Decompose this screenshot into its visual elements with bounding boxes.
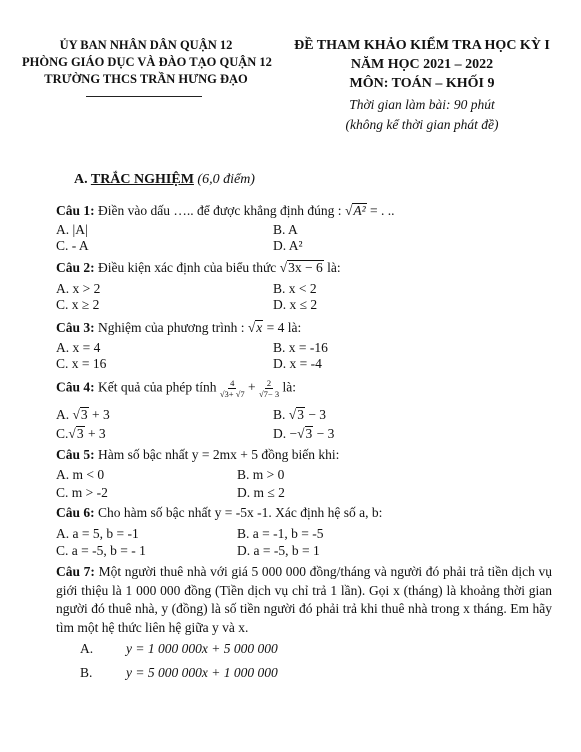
- q7-option-a-label: A.: [80, 641, 94, 656]
- header-right-line-3: MÔN: TOÁN – KHỐI 9: [349, 76, 495, 91]
- question-3-tail: = 4 là:: [263, 320, 302, 335]
- fraction-1-denominator: √3+ √7: [219, 389, 245, 399]
- question-5: [56, 447, 339, 463]
- question-5-text: Hàm số bậc nhất y = 2mx + 5 đồng biến khi:: [98, 447, 340, 462]
- fraction-1-numerator: 4: [230, 378, 235, 388]
- header-left-divider: [86, 96, 202, 97]
- question-2-tail: là:: [323, 260, 341, 275]
- question-7-label: Câu 7:: [56, 564, 95, 579]
- q1-option-a: A. |A|: [56, 222, 88, 237]
- q5-option-a: A. m < 0: [56, 467, 105, 482]
- q1-option-b: B. A: [273, 222, 298, 237]
- exam-duration-note: (không kể thời gian phát đề): [345, 117, 499, 132]
- q7-option-b: y = 5 000 000x + 1 000 000: [126, 665, 278, 680]
- question-3-label: Câu 3:: [56, 320, 95, 335]
- q4-option-c: C.√3 + 3: [56, 426, 106, 441]
- fraction-2-denominator: √7− 3: [258, 389, 280, 399]
- q6-option-a: A. a = 5, b = -1: [56, 526, 139, 541]
- q3-option-a: A. x = 4: [56, 340, 101, 355]
- question-7: [56, 563, 552, 637]
- section-prefix: A.: [74, 172, 91, 187]
- q4-option-b: B. √3 − 3: [273, 407, 327, 422]
- question-4-tail: là:: [282, 379, 296, 395]
- section-name: TRẮC NGHIỆM: [90, 172, 194, 187]
- q2-option-b: B. x < 2: [273, 281, 317, 296]
- question-7-text: Một người thuê nhà với giá 5 000 000 đồng/tháng và người đó phải trả tiền dịch vụ giới thiệu là 1 000 000 đồng (Tiền dịch vụ chỉ trả 1 lần). Gọi x (tháng) là khoảng thời gian người đó thuê nhà, y (đồng) là số tiền người đó phải trả khi thuê nhà trong x tháng. Em hãy tìm một hệ thức liên hệ giữa y và x.: [56, 564, 552, 635]
- exam-duration: Thời gian làm bài: 90 phút: [349, 97, 495, 112]
- header-left-line-1: ỦY BAN NHÂN DÂN QUẬN 12: [59, 38, 233, 52]
- question-4-fraction-2: [259, 378, 279, 399]
- q3-option-d: D. x = -4: [273, 356, 322, 371]
- section-points: (6,0 điểm): [197, 172, 255, 187]
- question-2-radicand: 3x − 6: [288, 260, 323, 275]
- question-1-radicand: A²: [353, 203, 366, 218]
- question-1-text: Điền vào dấu ….. để được khẳng định đúng :: [98, 203, 342, 218]
- question-2-label: Câu 2:: [56, 260, 95, 275]
- question-4-fraction-1: [220, 378, 245, 399]
- question-6: [56, 505, 382, 521]
- question-4-label: Câu 4:: [56, 379, 95, 395]
- q5-option-c: C. m > -2: [56, 485, 108, 500]
- q5-option-d: D. m ≤ 2: [237, 485, 285, 500]
- header-left-line-3: TRƯỜNG THCS TRẦN HƯNG ĐẠO: [44, 72, 248, 86]
- question-4-text: Kết quả của phép tính: [98, 379, 217, 395]
- q7-option-b-label: B.: [80, 665, 93, 680]
- q6-option-d: D. a = -5, b = 1: [237, 543, 320, 558]
- question-2-text: Điều kiện xác định của biểu thức: [98, 260, 277, 275]
- header-right-line-2: NĂM HỌC 2021 – 2022: [350, 57, 494, 72]
- header-right-line-1: ĐỀ THAM KHẢO KIỂM TRA HỌC KỲ I: [294, 38, 550, 53]
- q7-option-a: y = 1 000 000x + 5 000 000: [126, 641, 278, 656]
- question-3: Câu 3: Nghiệm của phương trình : √x = 4 là:: [56, 320, 302, 335]
- q3-option-b: B. x = -16: [273, 340, 328, 355]
- question-5-label: Câu 5:: [56, 447, 95, 462]
- q6-option-b: B. a = -1, b = -5: [237, 526, 324, 541]
- q2-option-d: D. x ≤ 2: [273, 297, 318, 312]
- question-1-label: Câu 1:: [56, 203, 95, 218]
- question-4-plus: +: [247, 379, 256, 395]
- question-1: Câu 1: Điền vào dấu ….. để được khẳng định đúng : √A² = . ..: [56, 203, 395, 218]
- q4-option-a: A. √3 + 3: [56, 407, 110, 422]
- section-title: [74, 172, 255, 188]
- question-3-radicand: x: [256, 320, 263, 335]
- q6-option-c: C. a = -5, b = - 1: [56, 543, 146, 558]
- question-3-text: Nghiệm của phương trình :: [98, 320, 245, 335]
- question-2: Câu 2: Điều kiện xác định của biểu thức √3x − 6 là:: [56, 260, 341, 275]
- question-6-text: Cho hàm số bậc nhất y = -5x -1. Xác định hệ số a, b:: [98, 505, 383, 520]
- question-4: [56, 378, 296, 399]
- q4-option-d: D. −√3 − 3: [273, 426, 335, 441]
- q3-option-c: C. x = 16: [56, 356, 107, 371]
- q2-option-a: A. x > 2: [56, 281, 101, 296]
- question-6-label: Câu 6:: [56, 505, 95, 520]
- q1-option-d: D. A²: [273, 238, 303, 253]
- q2-option-c: C. x ≥ 2: [56, 297, 100, 312]
- header-left-line-2: PHÒNG GIÁO DỤC VÀ ĐÀO TẠO QUẬN 12: [22, 55, 272, 69]
- fraction-2-numerator: 2: [266, 378, 272, 388]
- question-1-tail: = . ..: [366, 203, 395, 218]
- q5-option-b: B. m > 0: [237, 467, 285, 482]
- q1-option-c: C. - A: [56, 238, 89, 253]
